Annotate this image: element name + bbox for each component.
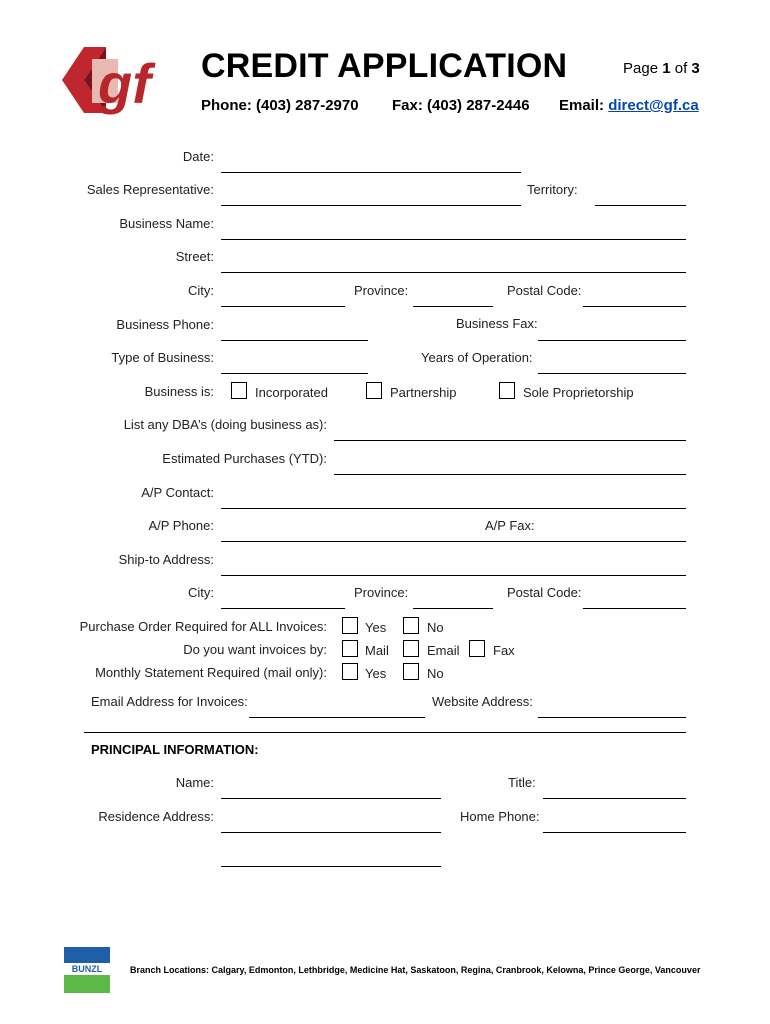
estimated-purchases-field[interactable]	[334, 474, 686, 475]
ap-phone-fax-field[interactable]	[221, 541, 686, 542]
ship-city-label: City:	[188, 585, 214, 600]
page-current: 1	[662, 60, 671, 77]
po-no-label: No	[427, 620, 444, 635]
ship-postal-field[interactable]	[583, 608, 686, 609]
street-label: Street:	[175, 249, 214, 264]
city-field[interactable]	[221, 306, 345, 307]
page-word: Page	[623, 60, 659, 77]
invoice-fax-checkbox[interactable]	[469, 640, 485, 657]
years-of-operation-field[interactable]	[538, 373, 686, 374]
ap-fax-label: A/P Fax:	[485, 518, 535, 533]
email-invoices-field[interactable]	[249, 717, 425, 718]
page-of: of	[674, 60, 688, 77]
residence-address-label: Residence Address:	[98, 809, 214, 824]
invoice-mail-checkbox[interactable]	[342, 640, 358, 657]
home-phone-label: Home Phone:	[460, 809, 540, 824]
statement-yes-label: Yes	[365, 666, 387, 681]
ship-province-field[interactable]	[413, 608, 493, 609]
business-name-field[interactable]	[221, 239, 686, 240]
city-label: City:	[188, 283, 214, 298]
ap-contact-label: A/P Contact:	[141, 485, 214, 500]
business-phone-field[interactable]	[221, 340, 368, 341]
ap-contact-field[interactable]	[221, 508, 686, 509]
statement-no-label: No	[427, 666, 444, 681]
statement-yes-checkbox[interactable]	[342, 663, 358, 680]
email-link[interactable]: direct@gf.ca	[608, 97, 699, 114]
page-indicator	[623, 60, 700, 77]
sole-proprietorship-label: Sole Proprietorship	[523, 385, 634, 400]
partnership-label: Partnership	[390, 385, 457, 400]
ship-to-label: Ship-to Address:	[118, 552, 214, 567]
invoice-email-checkbox[interactable]	[403, 640, 419, 657]
ship-city-field[interactable]	[221, 608, 345, 609]
estimated-purchases-label: Estimated Purchases (YTD):	[162, 451, 327, 466]
street-field[interactable]	[221, 272, 686, 273]
invoice-fax-label: Fax	[493, 643, 515, 658]
invoice-email-label: Email	[427, 643, 460, 658]
po-required-label: Purchase Order Required for ALL Invoices:	[79, 619, 327, 634]
gf-logo-text: gf	[98, 52, 151, 115]
email-label: Email:	[559, 97, 605, 114]
province-field[interactable]	[413, 306, 493, 307]
email-contact	[559, 97, 699, 114]
date-label: Date:	[182, 149, 214, 164]
principal-heading: PRINCIPAL INFORMATION:	[91, 742, 259, 757]
territory-field[interactable]	[595, 205, 686, 206]
territory-label: Territory:	[527, 182, 578, 197]
dba-label: List any DBA’s (doing business as):	[123, 417, 327, 432]
residence-address-field-2[interactable]	[221, 866, 441, 867]
business-phone-label: Business Phone:	[116, 317, 214, 332]
sole-proprietorship-checkbox[interactable]	[499, 382, 515, 399]
sales-rep-label: Sales Representative:	[86, 182, 214, 197]
principal-title-label: Title:	[508, 775, 536, 790]
business-fax-label: Business Fax:	[456, 316, 538, 331]
business-is-label: Business is:	[144, 384, 214, 399]
email-invoices-label: Email Address for Invoices:	[91, 694, 248, 709]
page-total: 3	[691, 60, 700, 77]
section-divider	[84, 732, 686, 733]
residence-address-field[interactable]	[221, 832, 441, 833]
branch-locations: Branch Locations: Calgary, Edmonton, Lethbridge, Medicine Hat, Saskatoon, Regina, Cranbrook, Kelowna, Prince George, Vancouver	[130, 965, 701, 975]
partnership-checkbox[interactable]	[366, 382, 382, 399]
type-of-business-label: Type of Business:	[111, 350, 214, 365]
po-no-checkbox[interactable]	[403, 617, 419, 634]
business-name-label: Business Name:	[119, 216, 214, 231]
ship-postal-label: Postal Code:	[507, 585, 582, 600]
gf-logo	[62, 45, 180, 115]
incorporated-checkbox[interactable]	[231, 382, 247, 399]
website-field[interactable]	[538, 717, 686, 718]
gf-logo-graphic	[62, 45, 180, 115]
invoice-mail-label: Mail	[365, 643, 389, 658]
principal-name-field[interactable]	[221, 798, 441, 799]
website-label: Website Address:	[432, 694, 533, 709]
monthly-statement-label: Monthly Statement Required (mail only):	[95, 665, 327, 680]
fax-number: Fax: (403) 287-2446	[392, 97, 530, 114]
years-of-operation-label: Years of Operation:	[421, 350, 533, 365]
date-field[interactable]	[221, 172, 521, 173]
principal-title-field[interactable]	[543, 798, 686, 799]
ship-to-field[interactable]	[221, 575, 686, 576]
statement-no-checkbox[interactable]	[403, 663, 419, 680]
sales-rep-field[interactable]	[221, 205, 521, 206]
ship-province-label: Province:	[354, 585, 409, 600]
po-yes-label: Yes	[365, 620, 387, 635]
home-phone-field[interactable]	[543, 832, 686, 833]
dba-field[interactable]	[334, 440, 686, 441]
ap-phone-label: A/P Phone:	[148, 518, 214, 533]
phone-number: Phone: (403) 287-2970	[201, 97, 359, 114]
type-of-business-field[interactable]	[221, 373, 368, 374]
bunzl-logo	[64, 947, 110, 993]
po-yes-checkbox[interactable]	[342, 617, 358, 634]
incorporated-label: Incorporated	[255, 385, 328, 400]
postal-code-label: Postal Code:	[507, 283, 582, 298]
business-fax-field[interactable]	[538, 340, 686, 341]
invoices-by-label: Do you want invoices by:	[183, 642, 327, 657]
postal-code-field[interactable]	[583, 306, 686, 307]
page-title: CREDIT APPLICATION	[201, 47, 568, 85]
principal-name-label: Name:	[175, 775, 214, 790]
bunzl-logo-text: BUNZL	[64, 963, 110, 975]
province-label: Province:	[354, 283, 409, 298]
